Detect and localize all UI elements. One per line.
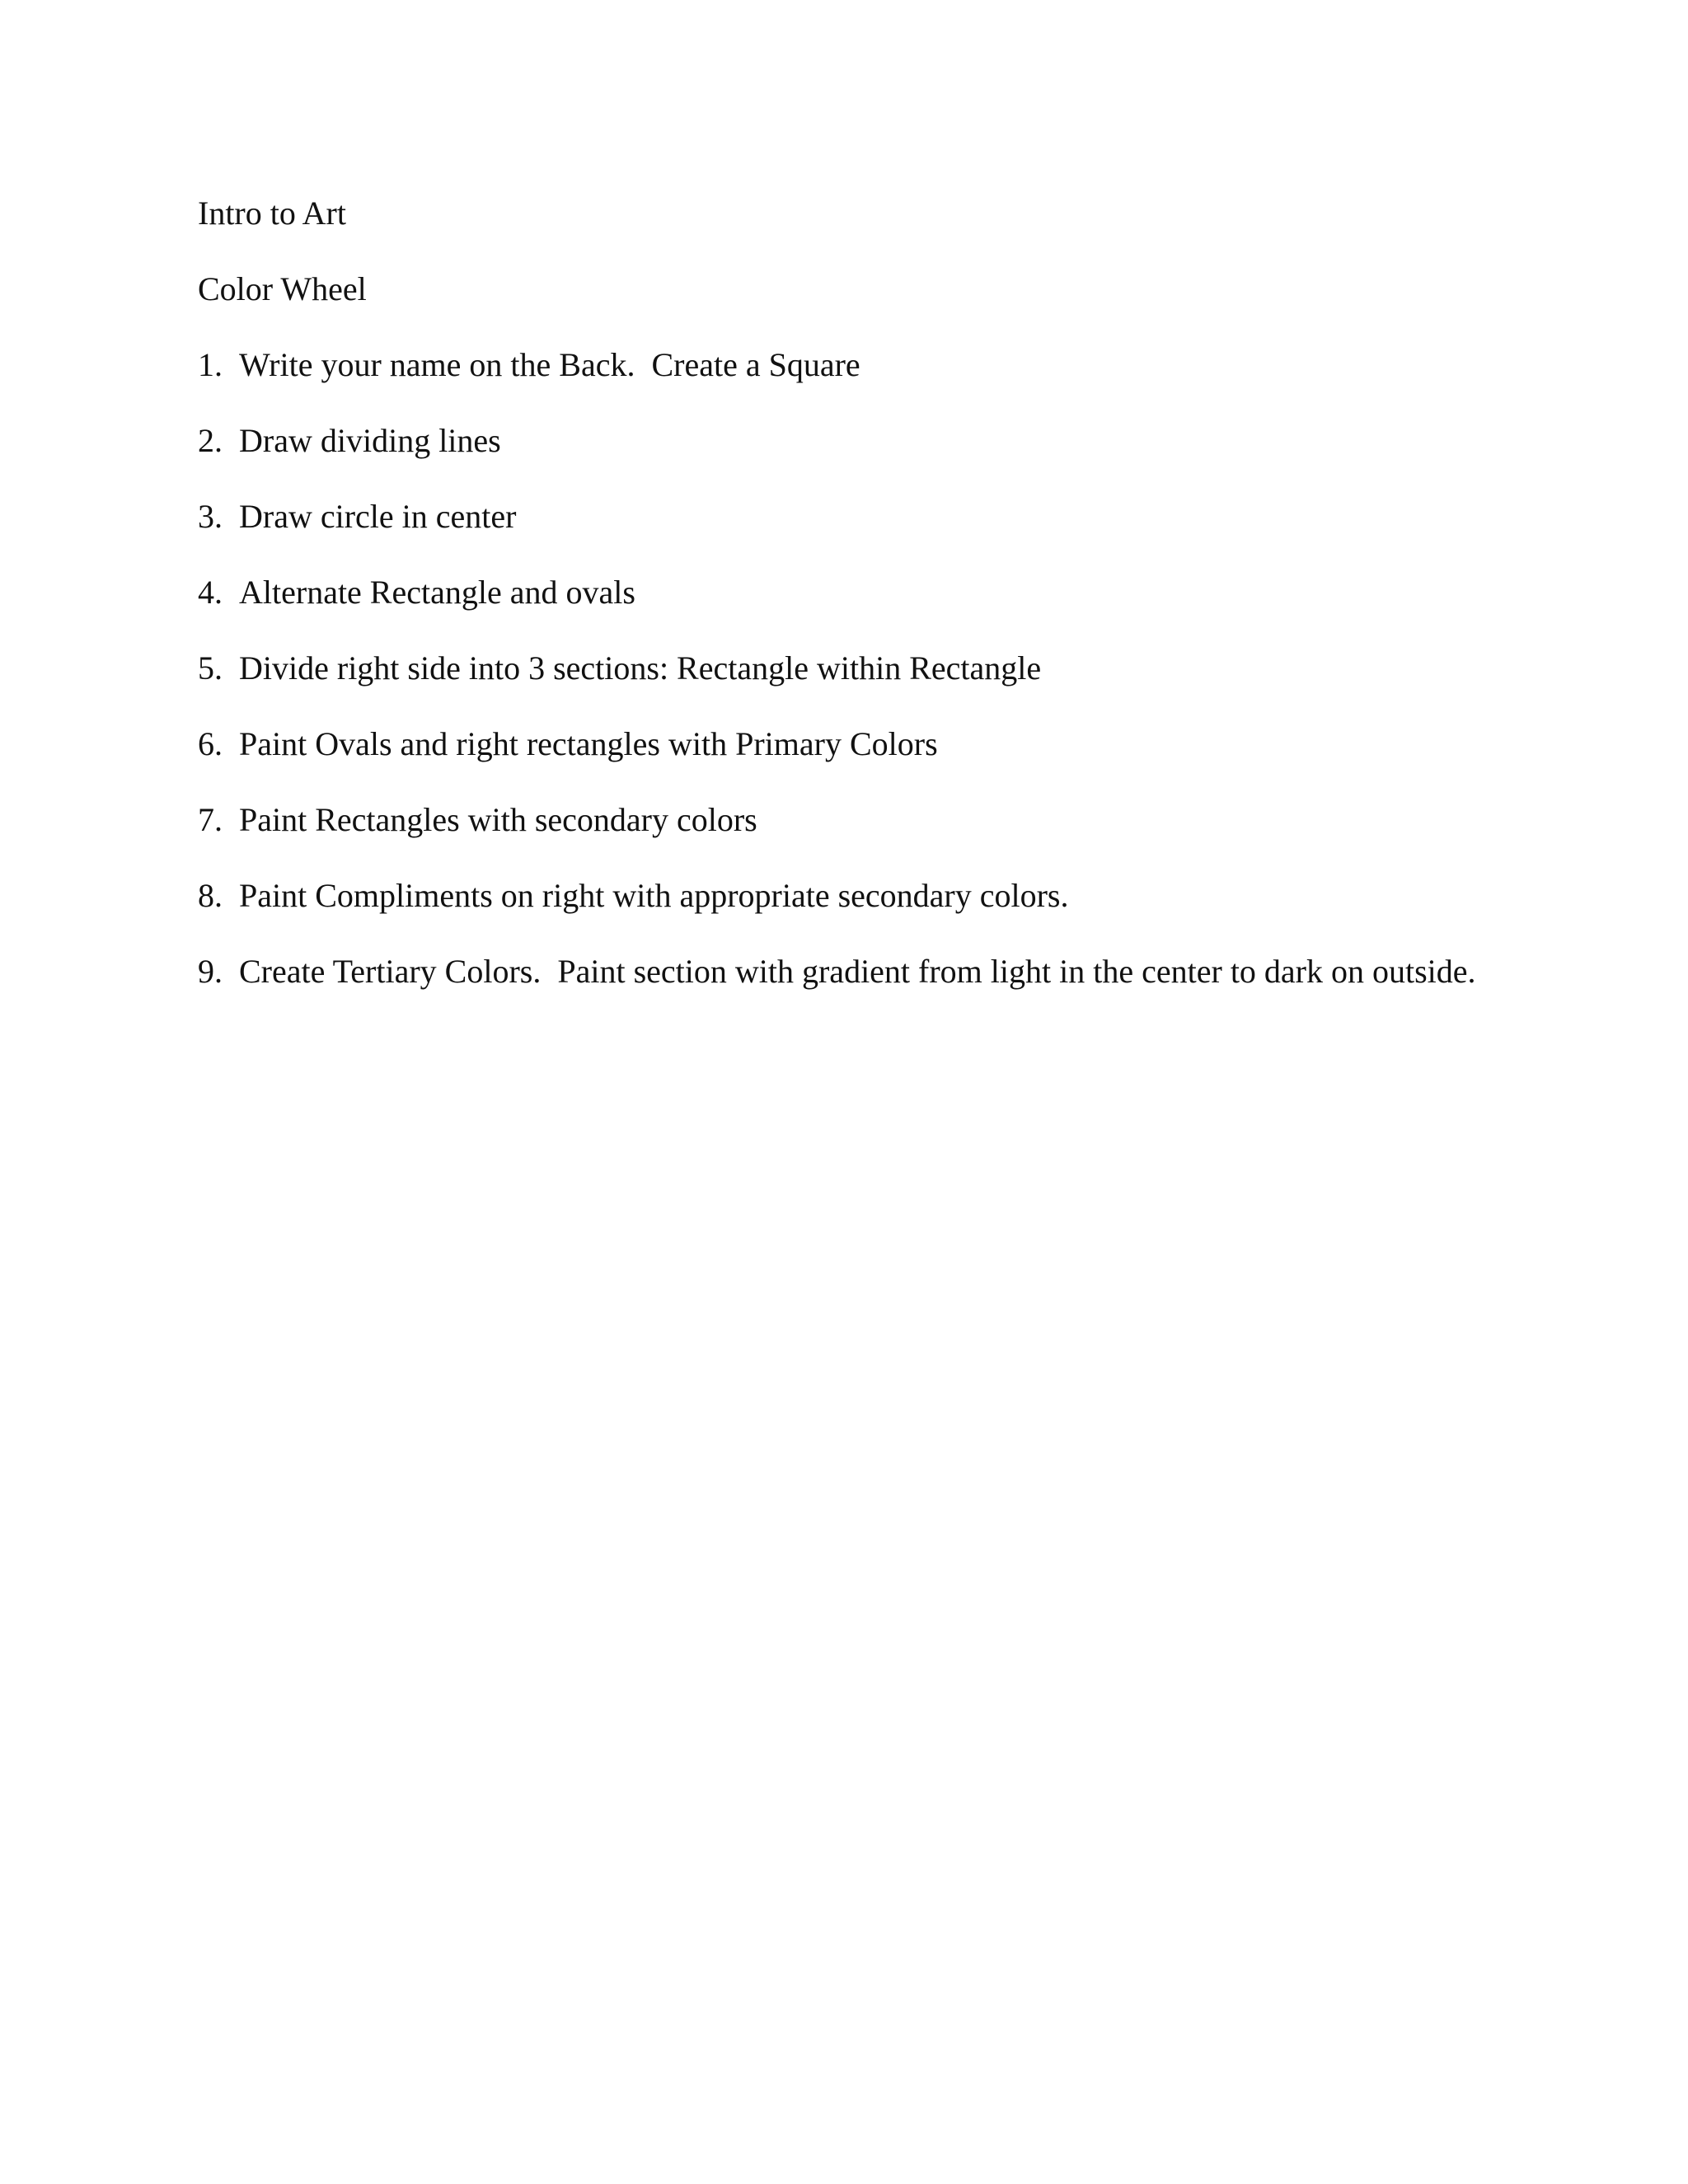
instruction-step-7 (198, 801, 1615, 839)
instruction-step-2 (198, 422, 1615, 460)
instruction-step-8 (198, 877, 1615, 915)
course-title: Intro to Art (198, 194, 346, 232)
instruction-step-1 (198, 346, 1615, 384)
step-text: Paint Rectangles with secondary colors (239, 801, 757, 838)
step-number: 5. (198, 649, 223, 687)
step-text: Divide right side into 3 sections: Rectangle within Rectangle (239, 649, 1042, 687)
step-text: Paint Compliments on right with appropriate secondary colors. (239, 877, 1069, 914)
step-number: 4. (198, 574, 223, 611)
step-text: Create Tertiary Colors. Paint section with gradient from light in the center to dark on outside. (239, 953, 1476, 990)
instruction-step-5 (198, 649, 1615, 687)
step-number: 8. (198, 877, 223, 914)
instruction-list (198, 346, 1615, 991)
document-page (198, 194, 1615, 1029)
step-text: Paint Ovals and right rectangles with Primary Colors (239, 725, 938, 762)
step-text: Write your name on the Back. Create a Square (239, 346, 860, 383)
step-text: Alternate Rectangle and ovals (239, 574, 635, 611)
step-text: Draw circle in center (239, 498, 517, 535)
assignment-title: Color Wheel (198, 270, 367, 307)
instruction-step-3 (198, 498, 1615, 536)
step-number: 6. (198, 725, 223, 762)
step-number: 7. (198, 801, 223, 838)
step-number: 9. (198, 953, 223, 990)
step-number: 3. (198, 498, 223, 535)
instruction-step-6 (198, 725, 1615, 763)
step-number: 2. (198, 422, 223, 459)
step-number: 1. (198, 346, 223, 383)
step-text: Draw dividing lines (239, 422, 501, 459)
instruction-step-9 (198, 953, 1615, 991)
instruction-step-4 (198, 574, 1615, 612)
